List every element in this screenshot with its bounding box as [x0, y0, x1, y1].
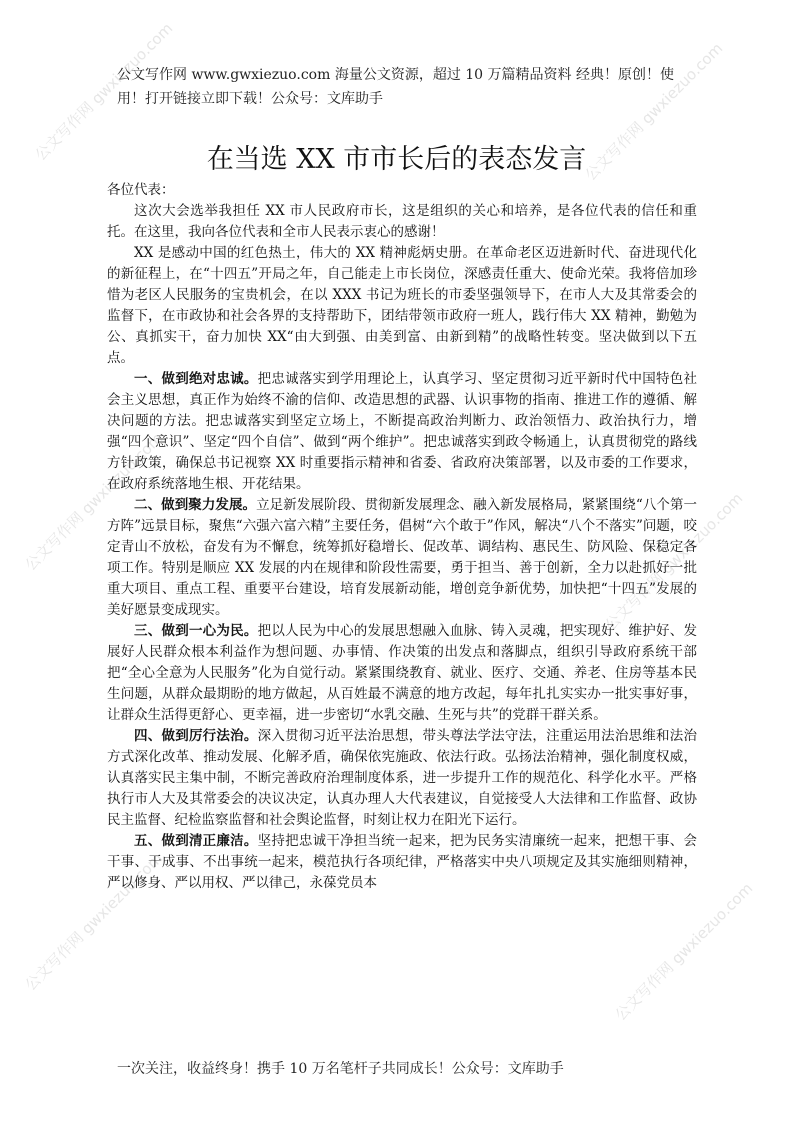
- paragraph-text: 立足新发展阶段、贯彻新发展理念、融入新发展格局，紧紧围绕“八个第一方阵”远景目标，聚焦“六强六富六精”主要任务，倡树“六个敢于”作风，解决“八个不落实”问题，咬定青山不放松，奋发有为不懈怠，统筹抓好稳增长、促改革、调结构、惠民生、防风险、保稳定各项工作。特别是顺应 XX 发展的内在规律和阶段性需要，勇于担当、善于创新，全力以赴抓好一批重大项目、重点工程、重要平台建设，培育发展新动能，增创竞争新优势，加快把“十四五”发展的美好愿景变成现实。: [107, 497, 698, 618]
- watermark: 公文写作网 gwxiezuo.com: [581, 39, 727, 185]
- watermark: 公文写作网 gwxiezuo.com: [601, 489, 747, 635]
- paragraph-text: XX 是感动中国的红色热土，伟大的 XX 精神彪炳史册。在革命老区迈进新时代、奋进现代化的新征程上，在“十四五”开局之年，自己能走上市长岗位，深感责任重大、使命光荣。我将倍加珍惜为老区人民服务的宝贵机会，在以 XXX 书记为班长的市委坚强领导下，在市人大及其常委会的监督下，在市政协和社会各界的支持帮助下，团结带领市政府一班人，践行伟大 XX 精神，勤勉为公、真抓实干，奋力加快 XX“由大到强、由美到富、由新到精”的战略性转变。坚决做到以下五点。: [107, 245, 697, 366]
- document-title: 在当选 XX 市市长后的表态发言: [206, 144, 587, 175]
- section-heading: 一、做到绝对忠诚。: [134, 371, 258, 387]
- paragraph-text: 深入贯彻习近平法治思想，带头尊法学法守法，注重运用法治思维和法治方式深化改革、推动发展、化解矛盾，确保依宪施政、依法行政。弘扬法治精神，强化制度权威，认真落实民主集中制，不断完善政府治理制度体系，进一步提升工作的规范化、科学化水平。严格执行市人大及其常委会的决议决定，认真办理人大代表建议，自觉接受人大法律和工作监督、政协民主监督、纪检监察监督和社会舆论监督，时刻让权力在阳光下运行。: [107, 728, 698, 828]
- page-footer: [117, 1058, 697, 1080]
- section-heading: 二、做到聚力发展。: [134, 497, 257, 513]
- paragraph: [107, 201, 697, 243]
- document-body: [107, 180, 697, 894]
- header-text: 公文写作网 www.gwxiezuo.com 海量公文资源，超过 10 万篇精品资料 经典！原创！使用！打开链接立即下载！公众号：文库助手: [117, 67, 674, 107]
- watermark: 公文写作网 gwxiezuo.com: [21, 429, 167, 575]
- paragraph: [107, 726, 697, 831]
- paragraph-text: 这次大会选举我担任 XX 市人民政府市长，这是组织的关心和培养，是各位代表的信任和重托。在这里，我向各位代表和全市人民表示衷心的感谢！: [107, 203, 697, 240]
- paragraph: [107, 369, 697, 495]
- section-heading: 五、做到清正廉洁。: [134, 833, 258, 849]
- section-heading: 四、做到厉行法治。: [134, 728, 258, 744]
- paragraph-text: 把以人民为中心的发展思想融入血脉、铸入灵魂，把实现好、维护好、发展好人民群众根本利益作为想问题、办事情、作决策的出发点和落脚点，组织引导政府系统干部把“全心全意为人民服务”化为自觉行动。紧紧围绕教育、就业、医疗、交通、养老、住房等基本民生问题，从群众最期盼的地方做起，从百姓最不满意的地方改起，每年扎扎实实办一批实事好事，让群众生活得更舒心、更幸福，进一步密切“水乳交融、生死与共”的党群干群关系。: [107, 623, 698, 723]
- paragraph-text: 坚持把忠诚干净担当统一起来，把为民务实清廉统一起来，把想干事、会干事、干成事、不出事统一起来，模范执行各项纪律，严格落实中央八项规定及其实施细则精神，严以修身、严以用权、严以律己，永葆党员本: [107, 833, 698, 891]
- salutation: 各位代表：: [107, 182, 175, 198]
- paragraph: [107, 495, 697, 621]
- paragraph-text: 把忠诚落实到学用理论上，认真学习、坚定贯彻习近平新时代中国特色社会主义思想，真正作为始终不渝的信仰、改造思想的武器、认识事物的指南、推进工作的遵循、解决问题的方法。把忠诚落实到坚定立场上，不断提高政治判断力、政治领悟力、政治执行力，增强“四个意识”、坚定“四个自信”、做到“两个维护”。把忠诚落实到政令畅通上，认真贯彻党的路线方针政策，确保总书记视察 XX 时重要指示精神和省委、省政府决策部署，以及市委的工作要求，在政府系统落地生根、开花结果。: [107, 371, 698, 492]
- paragraph: [107, 243, 697, 369]
- section-heading: 三、做到一心为民。: [134, 623, 258, 639]
- watermark: 公文写作网 gwxiezuo.com: [21, 849, 167, 995]
- watermark: 公文写作网 gwxiezuo.com: [31, 19, 177, 165]
- paragraph: [107, 831, 697, 894]
- paragraph: [107, 621, 697, 726]
- footer-text: 一次关注，收益终身！携手 10 万名笔杆子共同成长！公众号：文库助手: [117, 1061, 564, 1077]
- page-header: [117, 63, 697, 111]
- watermark: 公文写作网 gwxiezuo.com: [611, 879, 757, 1025]
